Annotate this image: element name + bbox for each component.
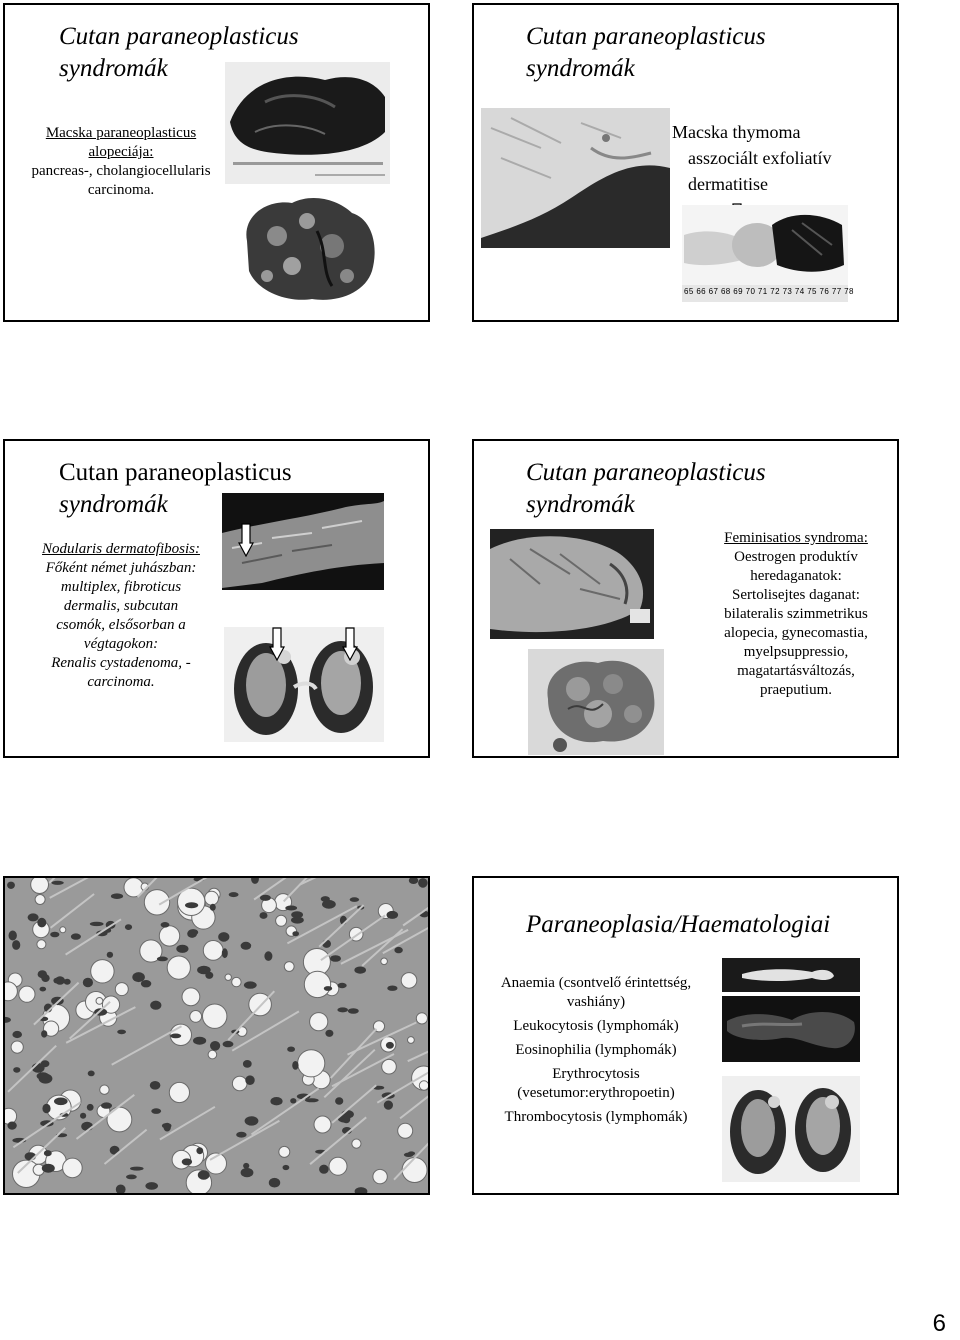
page-number: 6 — [932, 1310, 946, 1337]
text-line: pancreas-, cholangiocellularis — [31, 163, 211, 179]
text-line: vashiány) — [566, 994, 626, 1010]
liver-tumor-photo — [237, 191, 382, 306]
slide-title: Paraneoplasia/Haematologiai — [526, 911, 831, 938]
text-line: Feminisatios syndroma: — [724, 530, 868, 546]
histology-micrograph — [5, 878, 428, 1193]
title-line: syndromák — [59, 491, 168, 518]
text-line: dermalis, subcutan — [63, 598, 179, 614]
title-line: syndromák — [526, 55, 635, 82]
spleen-specimen-photo — [722, 996, 860, 1062]
text-line: praeputium. — [759, 682, 833, 698]
slide-1 — [3, 3, 430, 322]
title-line: Cutan paraneoplasticus — [526, 459, 766, 486]
kidney-tumor-photo — [224, 627, 384, 742]
slide-text — [21, 124, 221, 200]
cat-dermatitis-photo — [481, 108, 670, 248]
text-line: Erythrocytosis — [552, 1066, 640, 1082]
slide-6 — [472, 876, 899, 1195]
text-line: végtagokon: — [83, 636, 159, 652]
text-line: alopecia, gynecomastia, — [724, 625, 868, 641]
slide-text — [25, 540, 217, 692]
text-line: Oestrogen produktív — [734, 549, 858, 565]
text-line: myelpsuppressio, — [743, 644, 849, 660]
title-line: syndromák — [526, 491, 635, 518]
text-line: dermatitise — [688, 174, 768, 194]
text-line: Sertolisejtes daganat: — [732, 587, 860, 603]
slide-4 — [472, 439, 899, 758]
slide-2 — [472, 3, 899, 322]
cat-alopecia-photo — [225, 62, 390, 184]
text-line: Főként német juhászban: — [45, 560, 197, 576]
title-line: Cutan paraneoplasticus — [59, 459, 292, 486]
text-line: Nodularis dermatofibosis: — [42, 541, 200, 557]
title-line: Cutan paraneoplasticus — [526, 23, 766, 50]
text-line: csomók, elsősorban a — [56, 617, 186, 633]
text-line: (vesetumor:erythropoetin) — [517, 1085, 675, 1101]
text-line: heredaganatok: — [750, 568, 842, 584]
title-line: Cutan paraneoplasticus — [59, 23, 299, 50]
slide-5-histology — [3, 876, 430, 1195]
text-line: Eosinophilia (lymphomák) — [515, 1042, 677, 1058]
text-line: Macska paraneoplasticus — [45, 125, 197, 141]
text-line: Macska thymoma — [672, 122, 801, 142]
kidney-lymphoma-photo — [722, 1076, 860, 1182]
slide-title — [526, 21, 766, 85]
text-line: Anaemia (csontvelő érintettség, — [500, 975, 692, 991]
bone-marrow-specimen-photo — [722, 958, 860, 992]
slide-3 — [3, 439, 430, 758]
text-line: magatartásváltozás, — [737, 663, 855, 679]
testicular-tumor-photo — [528, 649, 664, 755]
slide-text — [700, 529, 892, 700]
text-line: alopeciája: — [88, 144, 154, 160]
down-arrow-icon — [238, 523, 254, 557]
slide-text — [486, 974, 706, 1127]
down-arrow-icon — [269, 627, 285, 661]
ruler-scale: 65 66 67 68 69 70 71 72 73 74 75 76 77 78 — [684, 287, 854, 296]
text-line: carcinoma. — [87, 182, 155, 198]
title-line: syndromák — [59, 55, 168, 82]
slide-title — [526, 457, 766, 521]
text-line: Thrombocytosis (lymphomák) — [504, 1109, 688, 1125]
text-line: asszociált exfoliatív — [688, 148, 832, 168]
down-arrow-icon — [342, 627, 358, 661]
text-line: multiplex, fibroticus — [60, 579, 182, 595]
text-line: Leukocytosis (lymphomák) — [513, 1018, 679, 1034]
text-line: Renalis cystadenoma, - — [51, 655, 191, 671]
text-line: carcinoma. — [87, 674, 155, 690]
dog-alopecia-photo — [490, 529, 654, 639]
text-line: bilateralis szimmetrikus — [724, 606, 868, 622]
slide-text — [672, 119, 852, 197]
